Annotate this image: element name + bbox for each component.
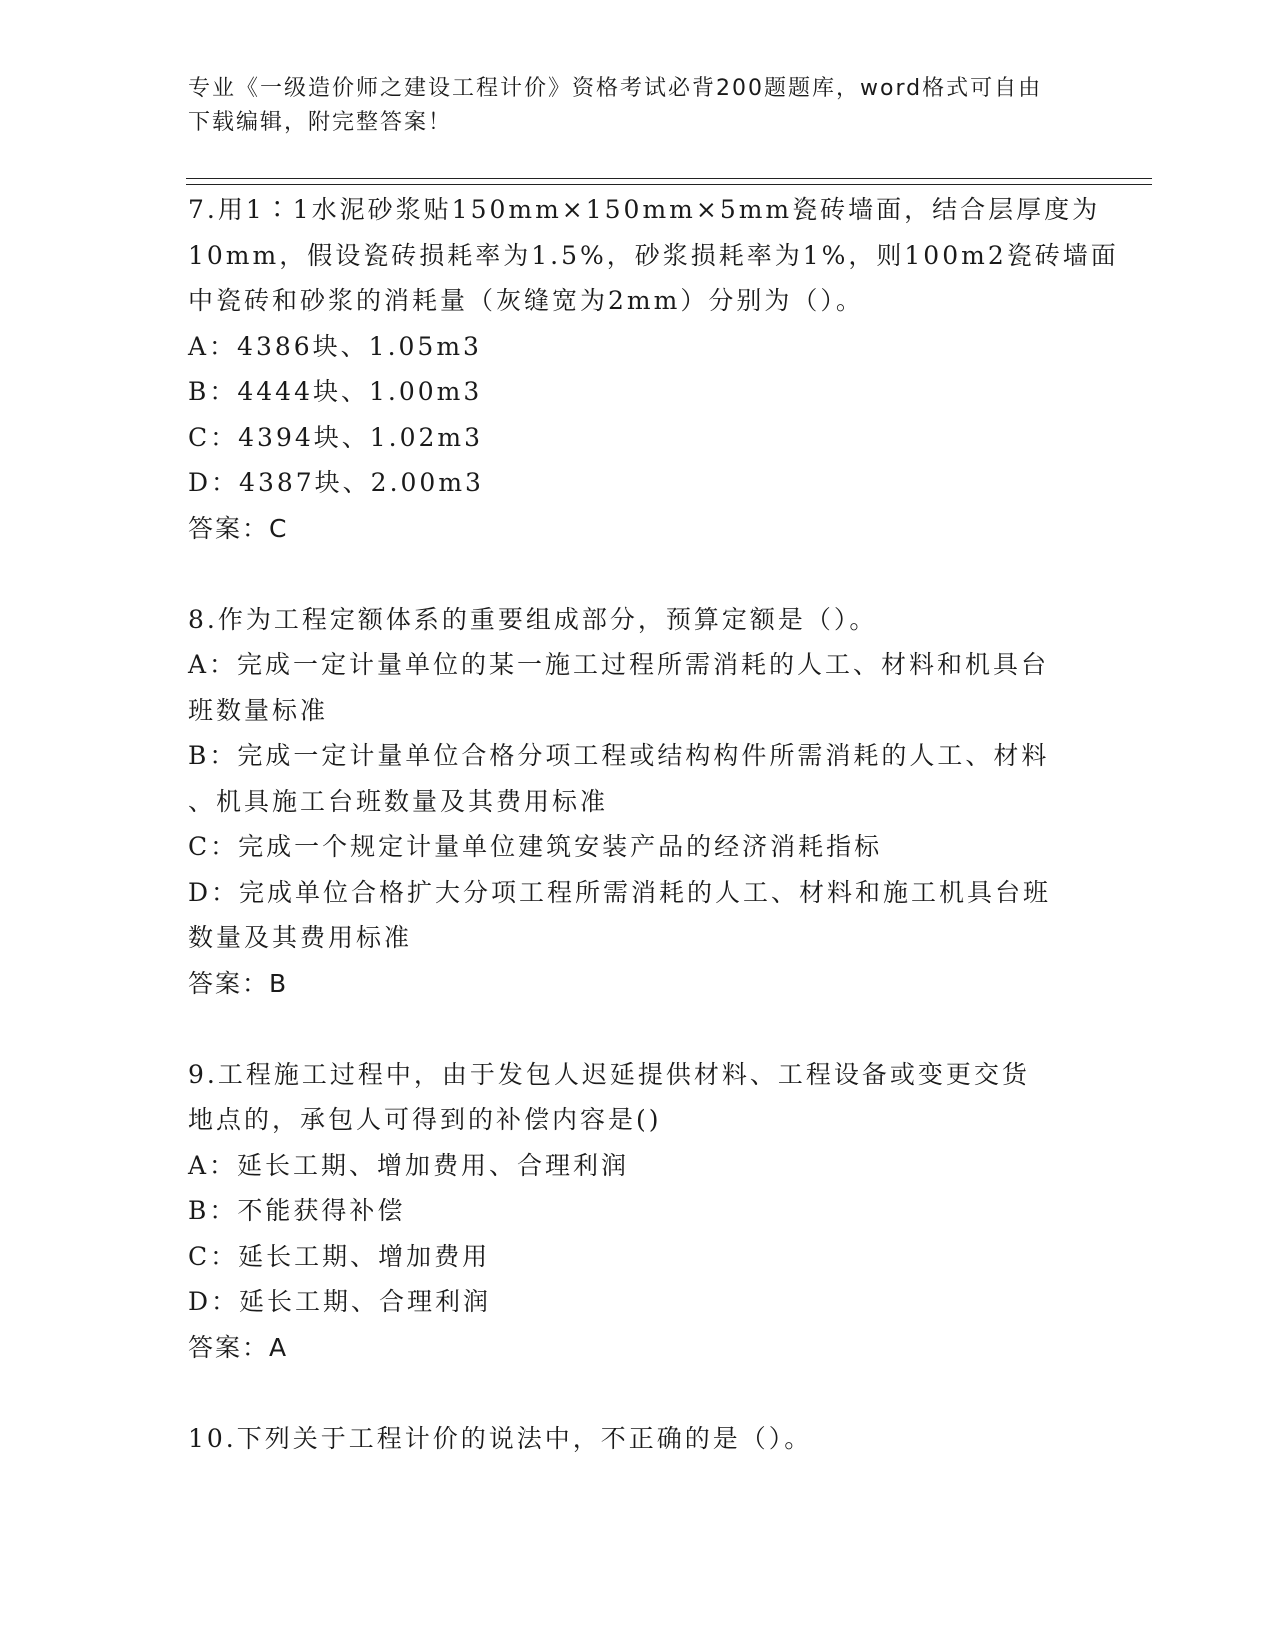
header-line-1: 专业《一级造价师之建设工程计价》资格考试必背200题题库，word格式可自由 — [188, 76, 1043, 101]
question-block — [188, 187, 1119, 551]
question-spacer — [188, 551, 1088, 597]
option-c: C：完成一个规定计量单位建筑安装产品的经济消耗指标 — [188, 832, 883, 861]
answer-line: 答案：A — [188, 1332, 289, 1362]
question-stem-line: 7.用1∶1水泥砂浆贴150mm×150mm×5mm瓷砖墙面，结合层厚度为 — [188, 195, 1101, 224]
option-d-continuation: 数量及其费用标准 — [188, 923, 413, 952]
answer-line: 答案：C — [188, 513, 289, 543]
option-c: C：延长工期、增加费用 — [188, 1241, 491, 1271]
option-b: B：完成一定计量单位合格分项工程或结构构件所需消耗的人工、材料 — [188, 741, 1050, 770]
option-b: B：4444块、1.00m3 — [188, 377, 483, 406]
question-stem-line: 地点的，承包人可得到的补偿内容是() — [188, 1105, 662, 1134]
option-d: D：完成单位合格扩大分项工程所需消耗的人工、材料和施工机具台班 — [188, 877, 1052, 907]
option-a-continuation: 班数量标准 — [188, 695, 329, 725]
option-d: D：延长工期、合理利润 — [188, 1287, 492, 1316]
answer-line: 答案：B — [188, 968, 289, 998]
question-stem-line: 10.下列关于工程计价的说法中，不正确的是（）。 — [188, 1423, 813, 1453]
question-stem-line: 中瓷砖和砂浆的消耗量（灰缝宽为2mm）分别为（）。 — [188, 286, 864, 315]
question-block — [188, 597, 1088, 1007]
option-d: D：4387块、2.00m3 — [188, 468, 484, 497]
question-list — [188, 187, 1119, 1461]
question-stem-line: 10mm，假设瓷砖损耗率为1.5%，砂浆损耗率为1%，则100m2瓷砖墙面 — [188, 240, 1119, 270]
header-divider-top — [186, 178, 1152, 179]
document-header — [188, 72, 1088, 140]
option-a: A：4386块、1.05m3 — [188, 331, 482, 361]
option-a: A：延长工期、增加费用、合理利润 — [188, 1150, 630, 1180]
question-block — [188, 1052, 1088, 1371]
option-a: A：完成一定计量单位的某一施工过程所需消耗的人工、材料和机具台 — [188, 650, 1050, 679]
question-spacer — [188, 1370, 1088, 1416]
header-line-2: 下载编辑，附完整答案！ — [188, 110, 453, 135]
question-stem-line: 8.作为工程定额体系的重要组成部分，预算定额是（）。 — [188, 604, 878, 634]
option-c: C：4394块、1.02m3 — [188, 422, 484, 452]
option-b-continuation: 、机具施工台班数量及其费用标准 — [188, 786, 609, 816]
header-divider-bottom — [186, 184, 1152, 185]
question-spacer — [188, 1006, 1088, 1052]
option-b: B：不能获得补偿 — [188, 1196, 406, 1225]
question-block — [188, 1416, 1088, 1462]
question-stem-line: 9.工程施工过程中，由于发包人迟延提供材料、工程设备或变更交货 — [188, 1059, 1030, 1089]
